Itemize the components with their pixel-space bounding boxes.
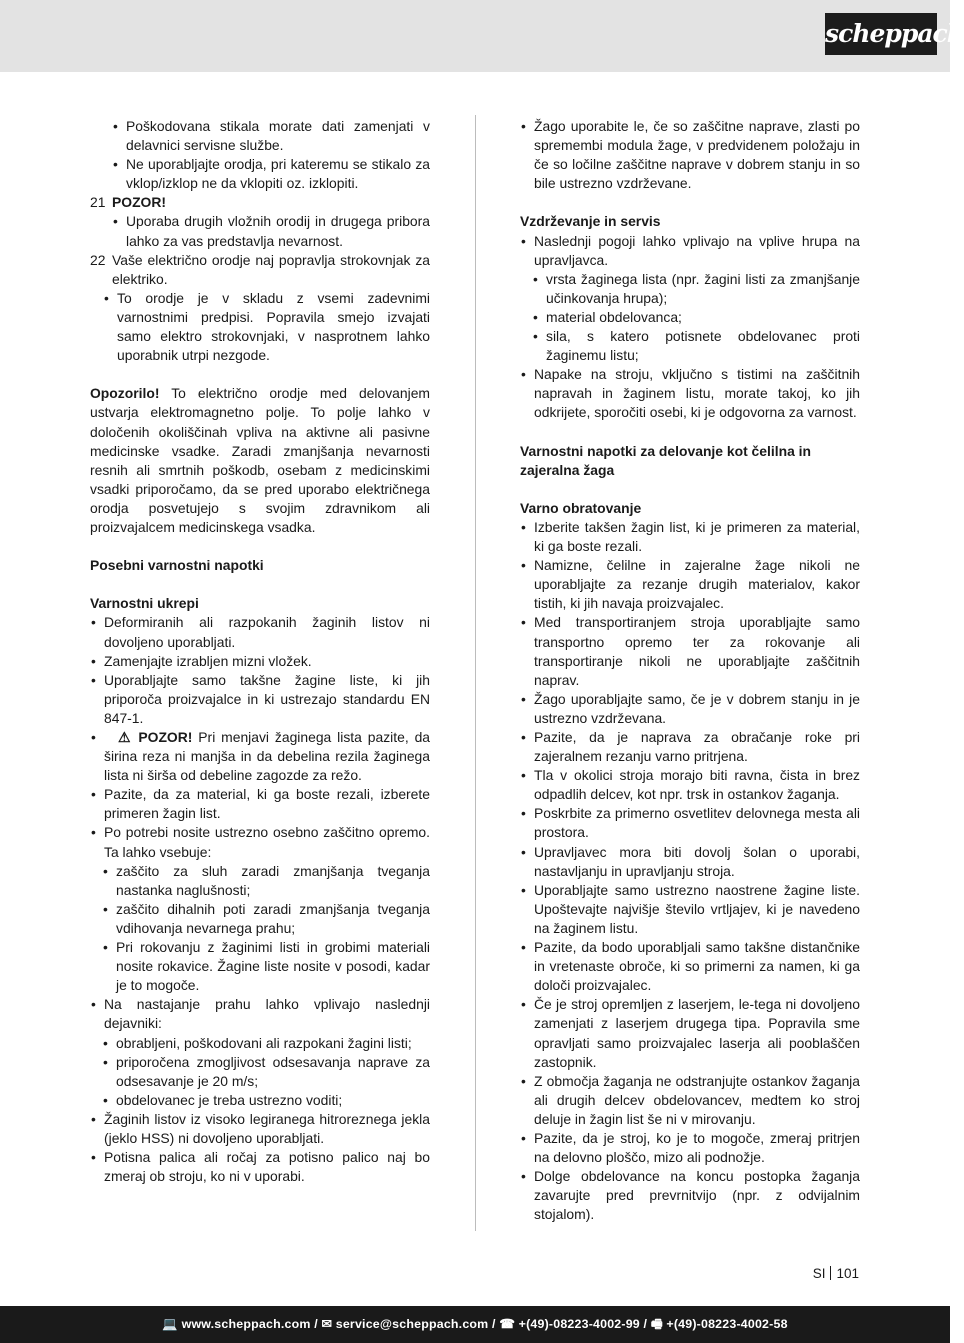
item-title: POZOR!: [112, 194, 167, 211]
website-link[interactable]: www.scheppach.com: [181, 1317, 311, 1331]
sub-list-item: • zaščito za sluh zaradi zmanjšanja tveganja nastanka naglušnosti;: [102, 862, 430, 900]
fax-icon: 🖷: [650, 1317, 663, 1331]
list-item: • Med transportiranjem stroja uporabljajte samo transportno opremo ter za rokovanje ali transportiranje nikoli ne uporabljajte zaščitnih naprav.: [520, 613, 860, 689]
phone-icon: ☎: [499, 1317, 515, 1331]
warning-text: To električno orodje med delovanjem ustvarja elektromagnetno polje. To polje lahko v določenih okoliščinah vpliva na aktivne ali pasivne medicinske vsadke. Zaradi zmanjšanja nevarnosti resnih ali smrtnih poškodb, osebam z medicinskimi vsadki priporočamo, da se pred uporabo električnega orodja posvetujejo s svojim zdravnikom ali proizvajalcem medicinskega vsadka.: [90, 385, 430, 535]
warning-label: Opozorilo!: [90, 385, 160, 402]
page-number-separator: [830, 1266, 831, 1280]
list-item: • Upravljavec mora biti dovolj šolan o uporabi, nastavljanju in upravljanju stroja.: [520, 843, 860, 881]
list-item: • Če je stroj opremljen z laserjem, le-tega ni dovoljeno zamenjati z laserjem drugega tipa. Popravila sme opravljati samo proizvajalec laserja ali pooblaščen zastopnik.: [520, 995, 860, 1071]
section-heading: Vzdrževanje in servis: [520, 213, 661, 230]
caution-label: POZOR!: [138, 729, 193, 745]
sub-list-item: • sila, s katero potisnete obdelovanec proti žaginemu listu;: [532, 327, 860, 365]
list-item: • To orodje je v skladu z vsemi zadevnimi varnostnimi predpisi. Popravila smejo izvajati samo elektro strokovnjaki, v nasprotnem lahko uporabnik utrpi nezgode.: [103, 289, 430, 365]
caution-item: [90, 728, 430, 785]
list-item: • Namizne, čelilne in zajeralne žage nikoli ne uporabljajte za rezanje drugih materialov, kakor tistih, ki jih navaja proizvajalec.: [520, 556, 860, 613]
list-item: • Pazite, da je naprava za obračanje roke pri zajeralnem rezanju varno pritrjena.: [520, 728, 860, 766]
list-item: • Tla v okolici stroja morajo biti ravna, čista in brez odpadlih delcev, kot npr. trsk in ostankov žaganja.: [520, 766, 860, 804]
list-item: • Žago uporabite le, če so zaščitne naprave, zlasti po spremembi modula žage, v predvidenem položaju in če so ločilne zaščitne naprave v dobrem stanju in so bile ustrezno vzdrževane.: [520, 117, 860, 193]
list-item: • Uporaba drugih vložnih orodij in drugega pribora lahko za vas predstavlja nevarnost.: [112, 212, 430, 250]
page-number: [813, 1266, 859, 1282]
sub-list-item: • vrsta žaginega lista (npr. žagini listi za zmanjšanje učinkovanja hrupa);: [532, 270, 860, 308]
list-item: • Pazite, da bodo uporabljali samo takšne distančnike in vretenaste obroče, ki so primerni za namen, ki ga določi proizvajalec.: [520, 938, 860, 995]
list-item: • Poškodovana stikala morate dati zamenjati v delavnici servisne službe.: [112, 117, 430, 155]
list-item: • Žago uporabljajte samo, če je v dobrem stanju in je ustrezno vzdrževana.: [520, 690, 860, 728]
subsection-heading: Varnostni ukrepi: [90, 595, 199, 612]
numbered-item-22: [90, 251, 430, 289]
list-item: • Napake na stroju, vključno s tistimi na zaščitnih napravah in žaginem listu, morate takoj, ko jih odkrijete, sporočiti osebi, ki je odgovorna za varnost.: [520, 365, 860, 422]
list-item: • Na nastajanje prahu lahko vplivajo naslednji dejavniki:: [90, 995, 430, 1033]
right-column: [520, 117, 860, 1224]
computer-icon: 💻: [162, 1317, 178, 1331]
section-heading: Posebni varnostni napotki: [90, 557, 264, 574]
footer-bar: [0, 1306, 950, 1343]
sub-list-item: • zaščito dihalnih poti zaradi zmanjšanja tveganja vdihovanja nevarnega prahu;: [102, 900, 430, 938]
list-item: • Naslednji pogoji lahko vplivajo na vplive hrupa na upravljavca.: [520, 232, 860, 270]
item-number: 21: [90, 194, 106, 211]
numbered-item-21: [90, 193, 430, 212]
scheppach-logo: scheppach: [825, 13, 937, 55]
sub-list-item: • obrabljeni, poškodovani ali razpokani žagini listi;: [102, 1034, 430, 1053]
list-item: • Potisna palica ali ročaj za potisno palico naj bo zmeraj ob stroju, ko ni v uporabi.: [90, 1148, 430, 1186]
footer-separator: /: [310, 1317, 322, 1331]
list-item: • Uporabljajte samo ustrezno naostrene žagine liste. Upoštevajte najvišje število vrtljajev, ki je navedeno na žaginem listu.: [520, 881, 860, 938]
fax-number: +(49)-08223-4002-58: [666, 1317, 788, 1331]
language-code: SI: [812, 1266, 826, 1281]
warning-paragraph: [90, 384, 430, 537]
email-link[interactable]: service@scheppach.com: [335, 1317, 489, 1331]
subsection-heading: Varno obratovanje: [520, 499, 642, 516]
section-heading: Varnostni napotki za delovanje kot čelilna in zajeralna žaga: [520, 442, 812, 478]
item-text: Vaše električno orodje naj popravlja strokovnjak za elektriko.: [112, 251, 430, 287]
caution-text: Pri menjavi žaginega lista pazite, da širina reza ni manjša in da debelina rezila žaginega lista ni širša od debeline zagozde za režo.: [104, 729, 431, 784]
envelope-icon: ✉: [321, 1317, 333, 1331]
list-item: • Zamenjajte izrabljen mizni vložek.: [90, 652, 430, 671]
list-item: • Ne uporabljajte orodja, pri kateremu se stikalo za vklop/izklop ne da vklopiti oz. izklopiti.: [112, 155, 430, 193]
list-item: • Žaginih listov iz visoko legiranega hitroreznega jekla (jeklo HSS) ni dovoljeno uporabljati.: [90, 1110, 430, 1148]
phone-number: +(49)-08223-4002-99: [518, 1317, 640, 1331]
list-item: • Pazite, da za material, ki ga boste rezali, izberete primeren žagin list.: [90, 785, 430, 823]
warning-triangle-icon: ⚠: [118, 729, 133, 745]
sub-list-item: • obdelovanec je treba ustrezno voditi;: [102, 1091, 430, 1110]
footer-separator: /: [639, 1317, 651, 1331]
sub-list-item: • Pri rokovanju z žaginimi listi in grobimi materiali nosite rokavice. Žagine liste nosite v posodi, kadar je to mogoče.: [102, 938, 430, 995]
header-bar: [0, 0, 964, 72]
list-item: • Poskrbite za primerno osvetlitev delovnega mesta ali prostora.: [520, 804, 860, 842]
list-item: • Uporabljajte samo takšne žagine liste, ki jih priporoča proizvajalce in ki ustrezajo standardu EN 847-1.: [90, 671, 430, 728]
page-number-value: 101: [836, 1266, 859, 1281]
sub-list-item: • priporočena zmogljivost odsesavanja naprave za odsesavanje je 20 m/s;: [102, 1053, 430, 1091]
list-item: • Po potrebi nosite ustrezno osebno zaščitno opremo. Ta lahko vsebuje:: [90, 823, 430, 861]
list-item: • Pazite, da je stroj, ko je to mogoče, zmeraj pritrjen na delovno ploščo, mizo ali podnožje.: [520, 1129, 860, 1167]
left-column: [90, 117, 430, 1186]
item-number: 22: [90, 251, 106, 268]
sub-list-item: • material obdelovanca;: [532, 308, 860, 327]
list-item: • Deformiranih ali razpokanih žaginih listov ni dovoljeno uporabljati.: [90, 613, 430, 651]
list-item: • Z območja žaganja ne odstranjujte ostankov žaganja ali drugih delcev obdelovancev, medtem ko stroj deluje in žagin list še ni v mirovanju.: [520, 1072, 860, 1129]
list-item: • Izberite takšen žagin list, ki je primeren za material, ki ga boste rezali.: [520, 518, 860, 556]
list-item: • Dolge obdelovance na koncu postopka žaganja zavarujte pred prevrnitvijo (npr. z odvijalnim stojalom).: [520, 1167, 860, 1224]
footer-separator: /: [488, 1317, 500, 1331]
column-divider: [475, 115, 476, 1231]
